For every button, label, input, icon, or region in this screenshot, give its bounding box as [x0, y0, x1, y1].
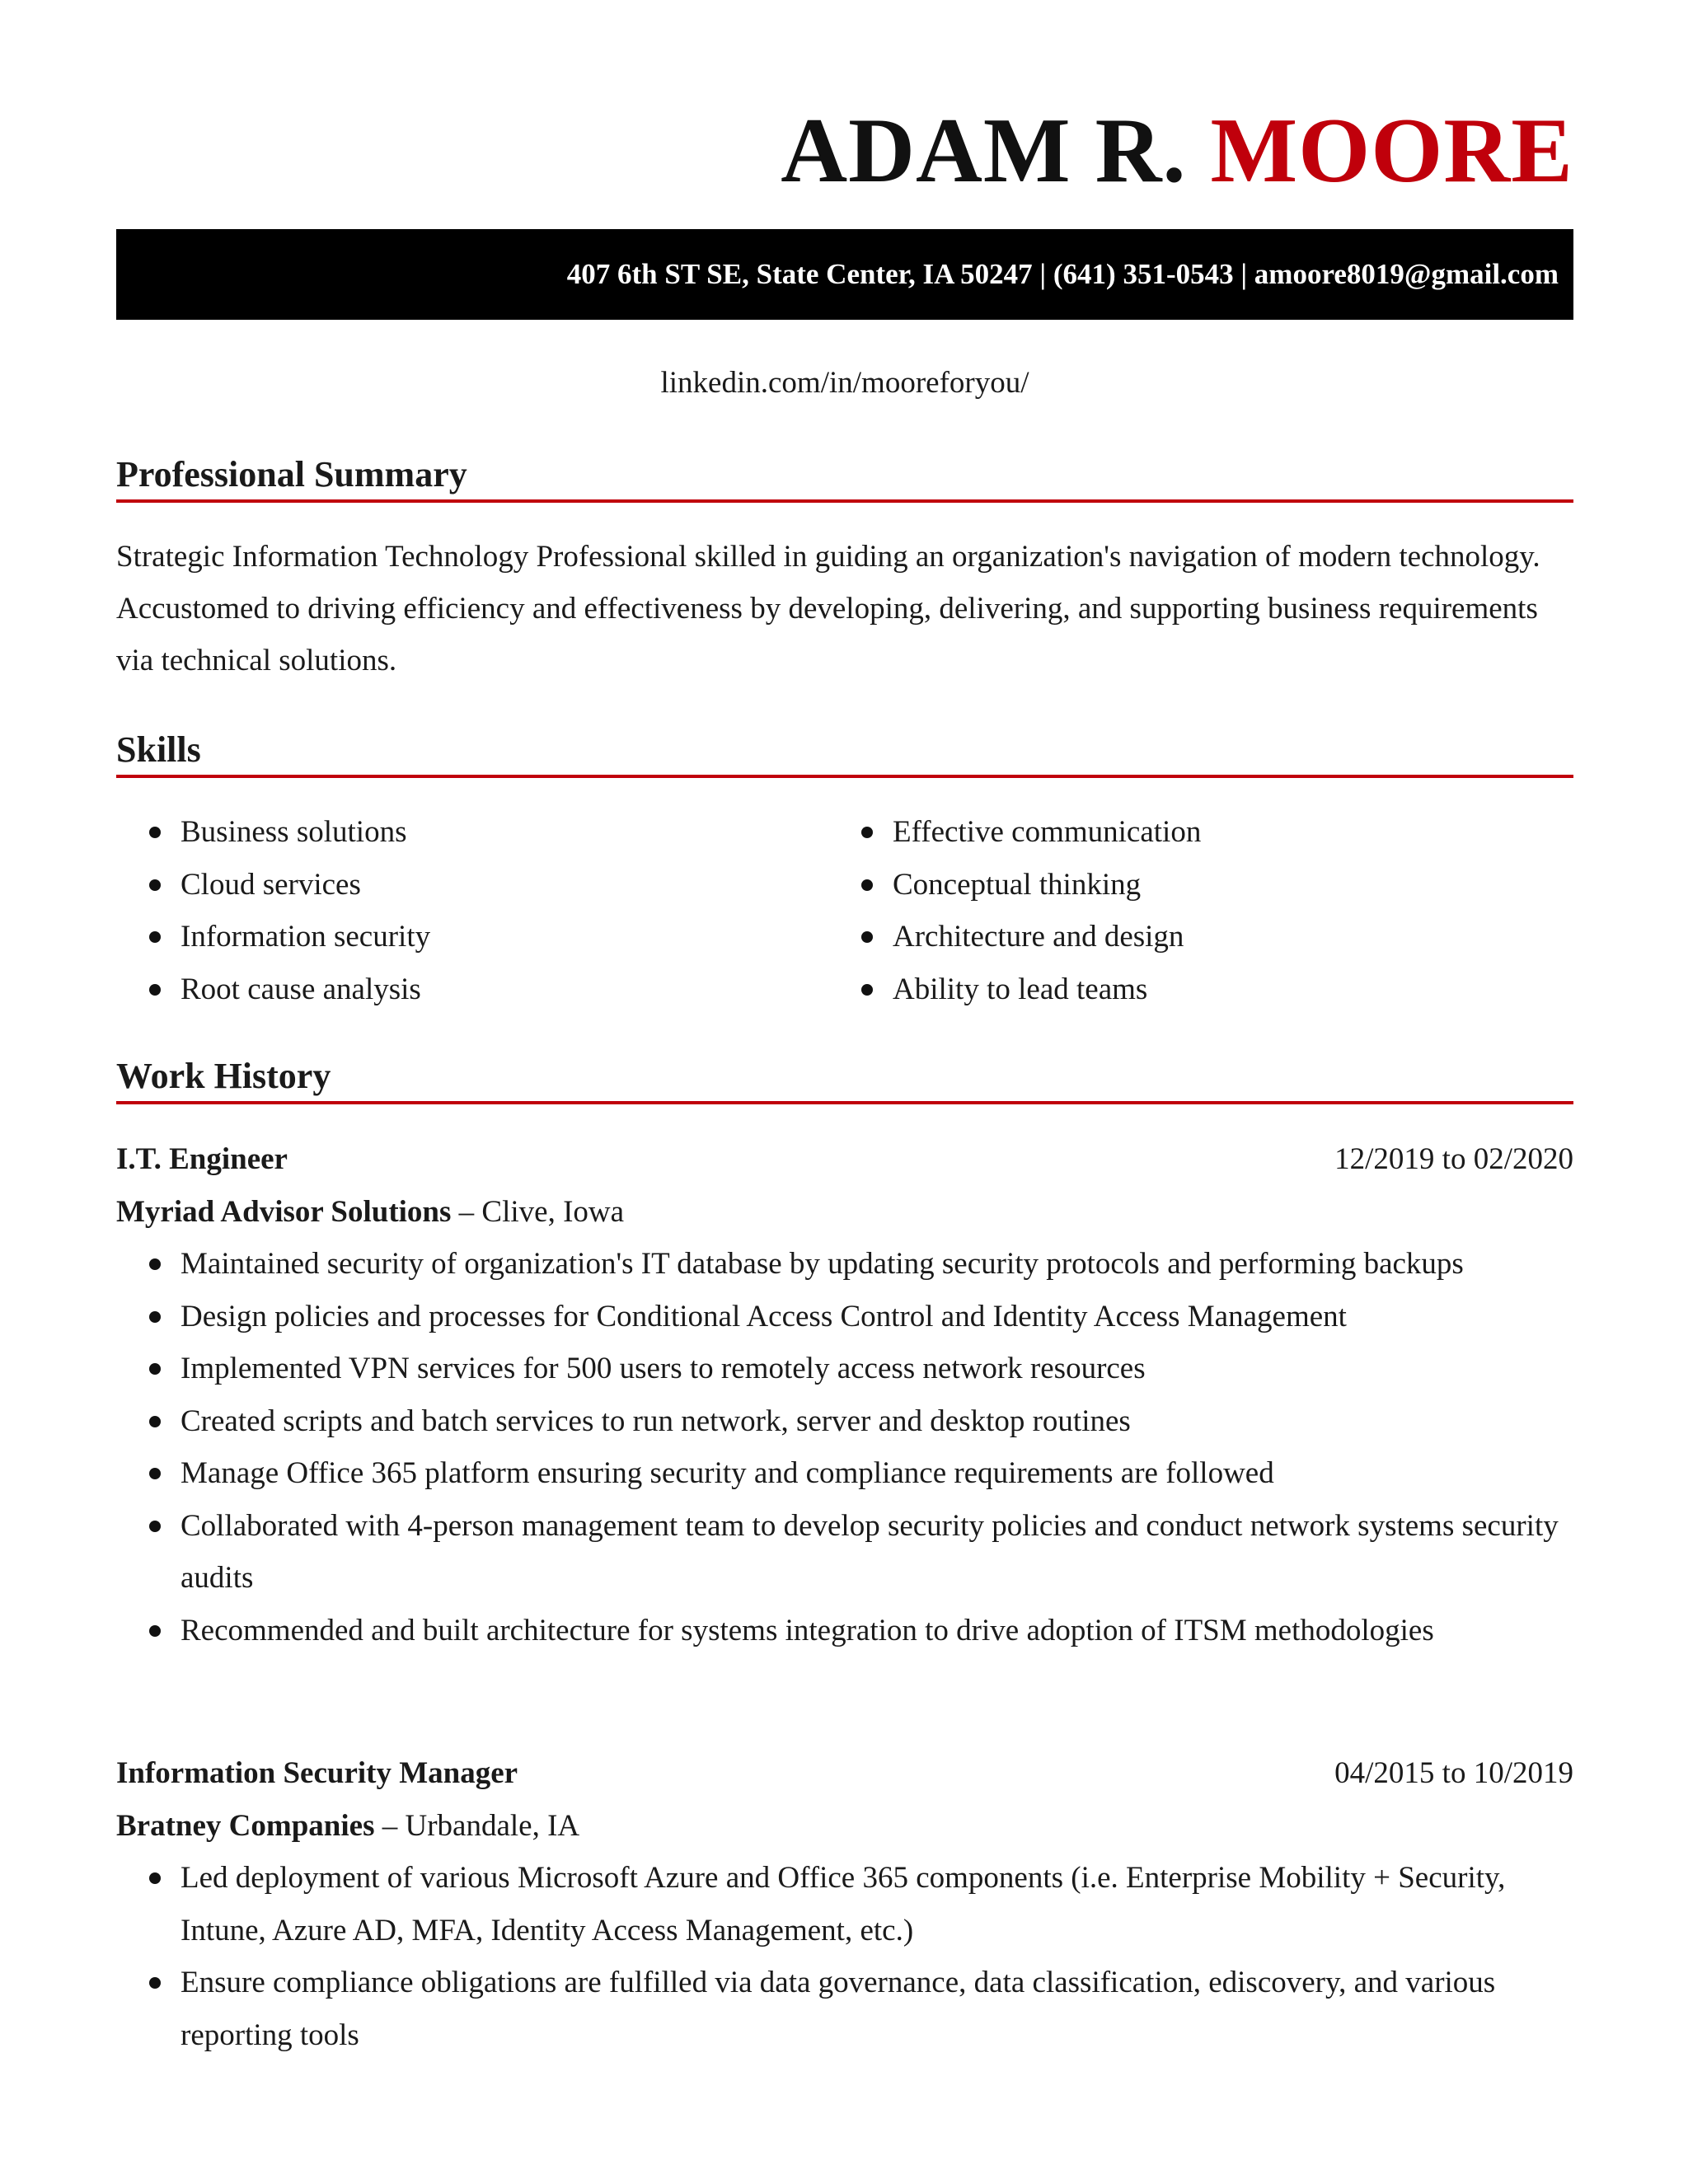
job-bullets	[116, 1852, 1573, 2061]
job-bullet: Manage Office 365 platform ensuring security and compliance requirements are followed	[149, 1447, 1573, 1500]
job-employer	[116, 1800, 1573, 1853]
company-name: Myriad Advisor Solutions	[116, 1194, 452, 1229]
job-entry	[116, 1133, 1573, 1657]
skills-column-left	[149, 806, 861, 1015]
job-bullet: Implemented VPN services for 500 users to remotely access network resources	[149, 1343, 1573, 1395]
job-bullet: Recommended and built architecture for systems integration to drive adoption of ITSM methodologies	[149, 1605, 1573, 1657]
company-location: – Clive, Iowa	[451, 1194, 625, 1229]
job-bullet: Created scripts and batch services to run network, server and desktop routines	[149, 1395, 1573, 1448]
skill-item: Information security	[149, 911, 861, 963]
job-dates: 12/2019 to 02/2020	[1334, 1142, 1573, 1176]
job-bullet: Collaborated with 4-person management team to develop security policies and conduct network systems security audits	[149, 1500, 1573, 1605]
skill-item: Conceptual thinking	[861, 859, 1573, 912]
job-bullet: Led deployment of various Microsoft Azure and Office 365 components (i.e. Enterprise Mobility + Security, Intune, Azure AD, MFA, Identity Access Management, etc.)	[149, 1852, 1573, 1957]
linkedin-link[interactable]: linkedin.com/in/mooreforyou/	[660, 366, 1029, 400]
candidate-name	[781, 97, 1573, 204]
job-employer	[116, 1186, 1573, 1239]
skill-item: Architecture and design	[861, 911, 1573, 963]
job-dates: 04/2015 to 10/2019	[1334, 1756, 1573, 1790]
last-name: MOORE	[1210, 100, 1573, 202]
skills-column-right	[861, 806, 1573, 1015]
job-header	[116, 1133, 1573, 1186]
skill-item: Business solutions	[149, 806, 861, 859]
contact-bar: 407 6th ST SE, State Center, IA 50247 | (641) 351-0543 | amoore8019@gmail.com	[116, 229, 1573, 320]
job-entry	[116, 1747, 1573, 2061]
section-title-work-history: Work History	[116, 1053, 1573, 1104]
job-title: Information Security Manager	[116, 1756, 518, 1790]
company-name: Bratney Companies	[116, 1808, 375, 1843]
job-bullet: Design policies and processes for Conditional Access Control and Identity Access Management	[149, 1291, 1573, 1343]
skill-item: Effective communication	[861, 806, 1573, 859]
skills-list	[149, 806, 1573, 1015]
summary-text: Strategic Information Technology Professional skilled in guiding an organization's navigation of modern technology. Accustomed to driving efficiency and effectiveness by developing, delivering, and supporting business requirements via technical solutions.	[116, 540, 1540, 677]
skill-item: Cloud services	[149, 859, 861, 912]
job-bullet: Ensure compliance obligations are fulfilled via data governance, data classification, ediscovery, and various reporting tools	[149, 1957, 1573, 2061]
section-title-summary: Professional Summary	[116, 452, 1573, 503]
job-header	[116, 1747, 1573, 1800]
job-title: I.T. Engineer	[116, 1142, 288, 1176]
company-location: – Urbandale, IA	[374, 1808, 580, 1843]
skill-item: Root cause analysis	[149, 963, 861, 1016]
first-name: ADAM R.	[781, 100, 1187, 202]
skill-item: Ability to lead teams	[861, 963, 1573, 1016]
job-bullet: Maintained security of organization's IT database by updating security protocols and performing backups	[149, 1238, 1573, 1291]
job-bullets	[116, 1238, 1573, 1657]
section-title-skills: Skills	[116, 727, 1573, 778]
